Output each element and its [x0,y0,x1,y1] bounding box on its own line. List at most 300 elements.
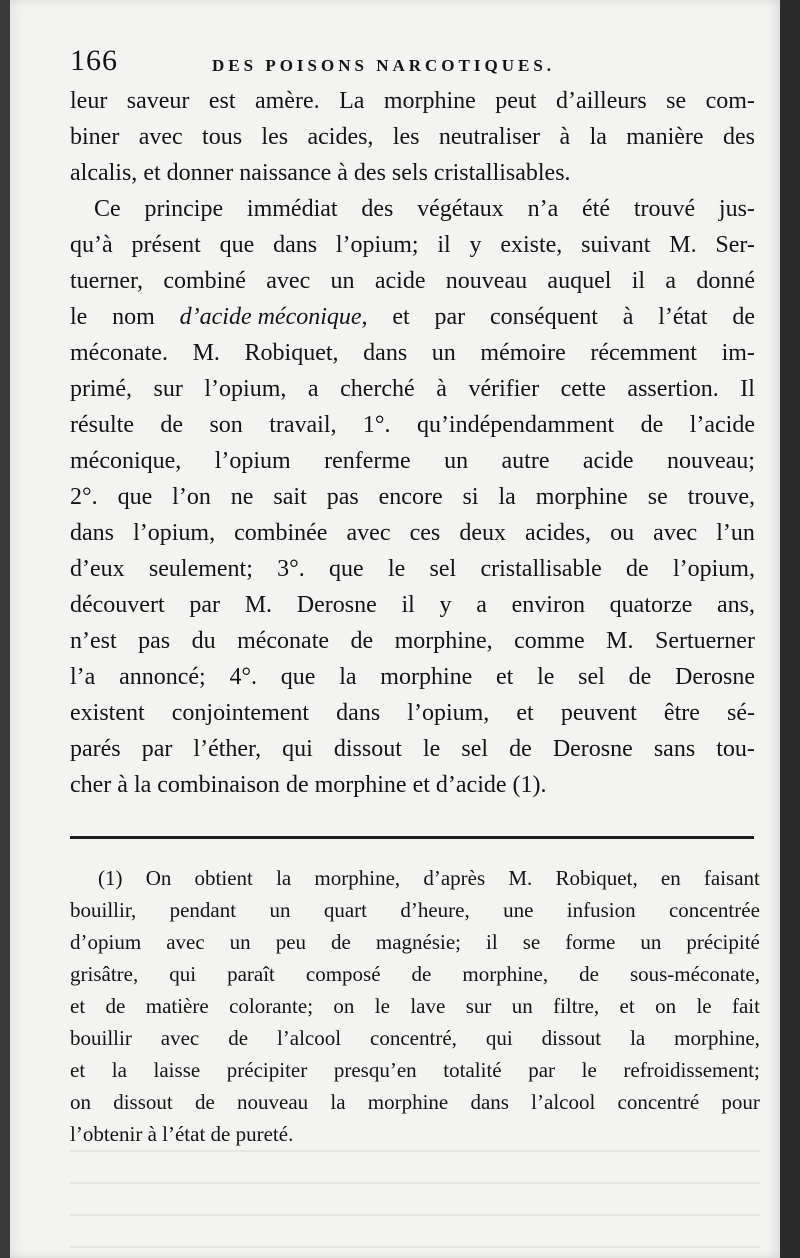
word: laisse [153,1058,201,1082]
word: l’alcool [276,1026,342,1050]
word: concentré, [370,1026,457,1050]
word: sur [465,994,492,1018]
word: immédiat [246,196,338,222]
footnote-line [70,926,760,958]
word: méconate. [70,340,168,366]
word: nouveau; [666,448,755,474]
word: fait [731,994,760,1018]
word: composé [305,962,381,986]
page-number: 166 [70,44,118,77]
word: se [522,930,541,954]
word: filtre, [553,994,600,1018]
word: vérifier [468,376,540,402]
word: que [280,664,316,690]
word: son [209,412,243,438]
word: et [516,700,534,726]
word: de [732,304,755,330]
word: renferme [324,448,411,474]
word: Derosne [552,736,633,762]
word: avec [266,268,311,294]
word: morphine [367,1090,449,1114]
word: l’opium, [672,556,755,582]
word: dissout [333,736,402,762]
book-page [10,0,780,1258]
word: donner [166,160,234,186]
word: nouveau [237,1090,309,1114]
word: de [194,1090,215,1114]
word: des [722,124,755,150]
word: mémoire [480,340,566,366]
word: dans [363,340,408,366]
word: pureté. [235,1122,294,1146]
word: bouillir [70,1026,132,1050]
text-line [70,155,755,191]
word: tous [202,124,243,150]
word: si [462,484,479,510]
word: 2°. [70,484,98,510]
word: la [339,664,357,690]
text-line [70,623,755,659]
word: existe, [500,232,563,258]
text-line [70,587,755,623]
word: par [141,736,173,762]
word: le [696,994,712,1018]
word: cherché [340,376,415,402]
word: l’a [70,664,96,690]
word: dans [470,1090,509,1114]
word: seulement; [148,556,253,582]
word: combiné [163,268,246,294]
word: l’opium, [133,520,216,546]
footnote-line [70,862,760,894]
text-line [70,263,755,299]
word: morphine, [674,1026,760,1050]
word: de [509,736,532,762]
word: Sertuerner [654,628,755,654]
word: l’acide [689,412,755,438]
word: La [339,88,365,114]
word: ou [610,520,635,546]
word: Ser- [715,232,755,258]
word: être [663,700,700,726]
word: un [431,340,456,366]
word: le [70,304,88,330]
word: dans [70,520,114,546]
word: y [469,232,482,258]
word: l’état [162,1122,206,1146]
word: Ce [94,196,121,222]
word: encore [378,484,443,510]
word: morphine [535,484,628,510]
word: la [589,124,607,150]
word: on [70,1090,91,1114]
word: im- [721,340,755,366]
word: concentrée [668,898,760,922]
word: il [437,232,451,258]
word: avec [653,520,698,546]
word: refroidissement; [623,1058,760,1082]
word: morphine, [394,628,493,654]
word: saveur [126,88,190,114]
footnote-separator-rule [70,836,754,839]
word: deux [459,520,506,546]
word: sel [578,664,605,690]
word: l’obtenir [70,1122,143,1146]
text-line [70,731,755,767]
word: avec [166,930,205,954]
word: la [330,1090,346,1114]
word: les [392,124,420,150]
word: précipité [686,930,760,954]
word: pendant [169,898,237,922]
word: à [337,160,348,186]
text-line [70,515,755,551]
word: de [331,930,351,954]
word: acides, [525,520,592,546]
word: combinaison [157,772,280,798]
word: à [622,304,634,330]
word: et [392,304,410,330]
word: que [329,556,364,582]
word: conséquent [489,304,598,330]
word: qui [282,736,313,762]
word: le [374,994,390,1018]
word: pas [326,484,359,510]
word: le [422,736,441,762]
word: faisant [703,866,760,890]
word: précipiter [226,1058,308,1082]
word: en [660,866,681,890]
footnote-line [70,894,760,926]
word: cette [560,376,606,402]
word: leur [70,88,108,114]
word: un [511,994,533,1018]
word: de [105,994,126,1018]
text-line [70,551,755,587]
word: ne [230,484,254,510]
word: les [261,124,289,150]
word: Robiquet, [244,340,339,366]
word: méconate [237,628,330,654]
word: peu [275,930,307,954]
word: ans, [717,592,755,618]
word: sels [391,160,428,186]
word: Il [740,376,755,402]
word: concentré [617,1090,700,1114]
word: est [208,88,236,114]
word: quart [323,898,367,922]
word: pour [721,1090,760,1114]
word: du [191,628,216,654]
word: nom [112,304,155,330]
word: se [647,484,668,510]
word: morphine, [314,866,401,890]
word: par [434,304,466,330]
show-through-text [70,1150,760,1250]
word: à [436,376,447,402]
word: tou- [716,736,755,762]
word: annoncé; [119,664,206,690]
word: cristallisable [480,556,602,582]
word: par [528,1058,556,1082]
word: et [412,772,430,798]
word: (1) [98,866,123,890]
word: trouvé [633,196,696,222]
text-line [70,479,755,515]
word: de [350,628,374,654]
word: l’alcool [531,1090,596,1114]
footnote-line [70,1118,760,1150]
word: de [626,556,649,582]
word: par [189,592,220,618]
word: assertion. [627,376,719,402]
word: que [117,484,153,510]
word: sel [461,736,489,762]
footnote-block [70,862,760,1150]
word: peut [495,88,537,114]
word: On [145,866,172,890]
word: obtient [194,866,253,890]
word: l’un [716,520,755,546]
word: sait [273,484,307,510]
word: sé- [727,700,755,726]
word: de [285,772,309,798]
word: un [229,930,251,954]
word: un [330,268,355,294]
word: alcalis, [70,160,138,186]
word: principe [144,196,224,222]
word: de [210,1122,231,1146]
word: avec [346,520,391,546]
word: qu’à [70,232,113,258]
word: des [353,160,386,186]
word: combinée [234,520,328,546]
word: donné [696,268,755,294]
word: l’opium [214,448,291,474]
word: le [537,664,555,690]
text-line [70,371,755,407]
word: l’on [172,484,211,510]
text-line [70,695,755,731]
word: dissout [541,1026,602,1050]
word: récemment [590,340,697,366]
word: M. [508,866,533,890]
word: nouveau [445,268,528,294]
word: sel [429,556,457,582]
word: végétaux [417,196,504,222]
word: d’acide [435,772,507,798]
word: parés [70,736,121,762]
word: trouve, [687,484,755,510]
word: il [486,930,498,954]
word: presqu’en [333,1058,417,1082]
word: un [269,898,291,922]
word: on [333,994,355,1018]
word: magnésie; [375,930,462,954]
word: travail, [269,412,337,438]
word: acides, [307,124,374,150]
word: (1). [512,772,547,798]
word: découvert [70,592,165,618]
word: 3°. [277,556,305,582]
word: le [387,556,406,582]
text-line [70,659,755,695]
word: la [111,1058,127,1082]
word: avec [138,124,183,150]
word: qui [169,962,197,986]
word: de [640,412,664,438]
word: tuerner, [70,268,143,294]
word: colorante; [229,994,314,1018]
word: et [619,994,635,1018]
word: pas [138,628,171,654]
word: la [498,484,516,510]
word: n’a [527,196,559,222]
text-line [70,407,755,443]
word: peuvent [560,700,637,726]
word: neutraliser [438,124,541,150]
footnote-line [70,1054,760,1086]
word: grisâtre, [70,962,139,986]
word: été [582,196,611,222]
word: morphine [380,664,473,690]
word: le [581,1058,597,1082]
word: cher [70,772,112,798]
word: à [117,772,128,798]
word: sans [653,736,696,762]
word: qu’indépendamment [416,412,615,438]
word: Derosne [296,592,377,618]
text-line [70,443,755,479]
word: un [444,448,469,474]
text-line [70,767,755,803]
word: il [401,592,415,618]
text-line [70,191,755,227]
word: amère. [254,88,320,114]
word: M. [669,232,697,258]
footnote-line [70,958,760,990]
word: l’opium; [335,232,419,258]
word: dans [273,232,318,258]
word: existent [70,700,145,726]
word: M. [192,340,220,366]
word: a [476,592,487,618]
word: on [655,994,677,1018]
word: de [228,1026,249,1050]
word: de [160,412,184,438]
word: morphine, [462,962,549,986]
word: com- [705,88,755,114]
text-line [70,227,755,263]
word: a [307,376,319,402]
word: forme [565,930,616,954]
word: lave [410,994,446,1018]
word: a [665,268,677,294]
word: acide [374,268,426,294]
word: sous-méconate, [629,962,760,986]
word: d’après [423,866,486,890]
word: résulte [70,412,134,438]
word: acide [582,448,634,474]
word: 1°. [362,412,391,438]
word: présent [131,232,201,258]
word: la [133,772,152,798]
word: autre [501,448,550,474]
word: avec [160,1026,200,1050]
word: de [579,962,599,986]
main-text-block [70,83,755,803]
word: de [411,962,432,986]
word: jus- [718,196,755,222]
word: la [630,1026,646,1050]
word: infusion [566,898,636,922]
word: comme [514,628,585,654]
footnote-line [70,990,760,1022]
word: d’ailleurs [556,88,647,114]
word: primé, [70,376,132,402]
word: 4°. [229,664,258,690]
word: y [439,592,452,618]
word: d’eux [70,556,125,582]
word: l’opium, [204,376,287,402]
word: méconique, [70,448,182,474]
word: dissout [113,1090,173,1114]
word: M. [244,592,273,618]
running-title: DES POISONS NARCOTIQUES. [212,56,556,75]
word: environ [511,592,585,618]
footnote-line [70,1022,760,1054]
word: un [640,930,662,954]
word: quatorze [609,592,693,618]
word: suivant [581,232,651,258]
word: Robiquet, [555,866,638,890]
word: bouillir, [70,898,137,922]
text-line [70,335,755,371]
word: naissance [239,160,332,186]
word: et [143,160,161,186]
word: qui [485,1026,513,1050]
text-line [70,119,755,155]
word: biner [70,124,120,150]
word: la [276,866,292,890]
word: à [559,124,571,150]
word: se [666,88,687,114]
word: sur [153,376,183,402]
text-line [70,299,755,335]
word: dans [336,700,381,726]
word: n’est [70,628,117,654]
word: conjointement [171,700,310,726]
word: de [628,664,652,690]
word: des [361,196,394,222]
word: manière [626,124,704,150]
word: ces [409,520,441,546]
word: l’éther, [193,736,262,762]
word: M. [606,628,634,654]
word: d’acide méconique, [179,304,368,330]
word: totalité [443,1058,502,1082]
word: morphine [383,88,476,114]
word: l’état [658,304,708,330]
word: d’heure, [400,898,470,922]
word: et [70,994,86,1018]
word: auquel [547,268,612,294]
word: à [147,1122,157,1146]
word: matière [145,994,209,1018]
word: et [496,664,514,690]
text-line [70,83,755,119]
word: que [219,232,255,258]
